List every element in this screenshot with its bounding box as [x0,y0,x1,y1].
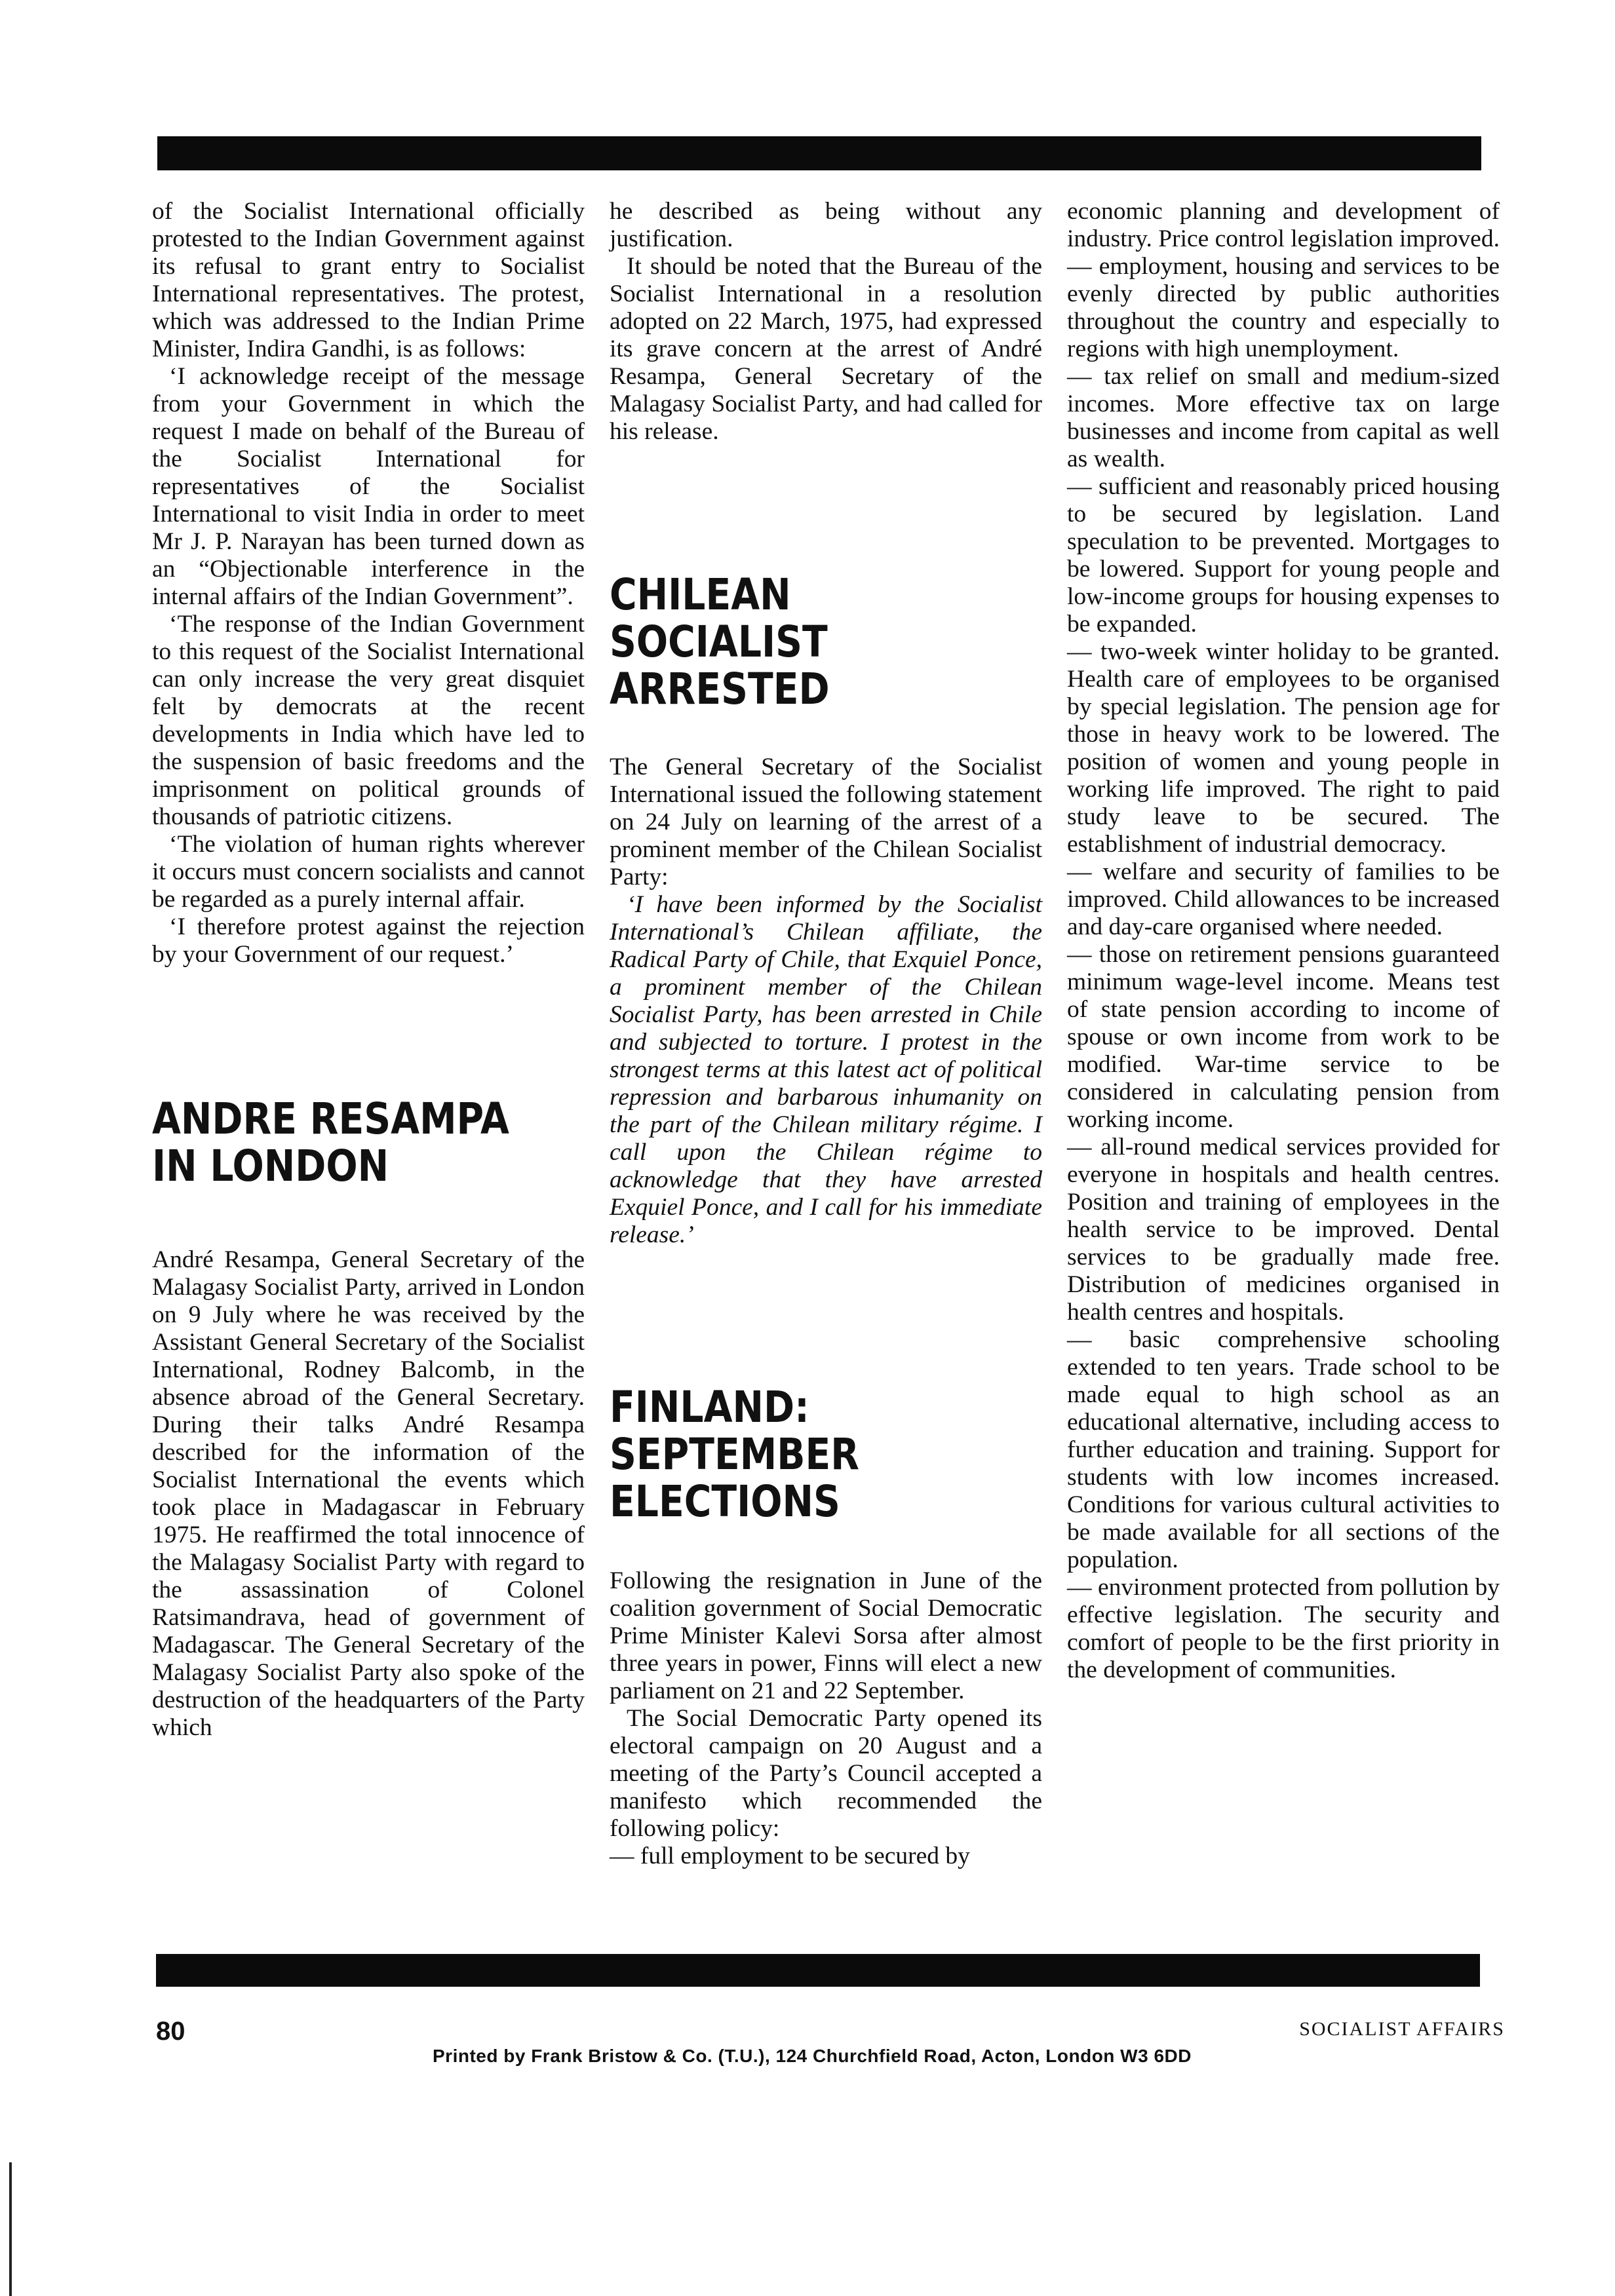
printer-imprint: Printed by Frank Bristow & Co. (T.U.), 124 Churchfield Road, Acton, London W3 6DD [433,2046,1192,2066]
paragraph: he described as being without any justification. [610,198,1042,252]
heading-line: SOCIALIST [610,617,828,667]
heading-line: CHILEAN [610,569,791,620]
heading-andre-resampa [152,1096,585,1190]
paragraph: André Resampa, General Secretary of the Malagasy Socialist Party, arrived in London on 9 July where he was received by the Assistant General Secretary of the Socialist International, Rodney Balcomb, in the absence abroad of the General Secretary. During their talks André Resampa described for the information of the Socialist International the events which took place in Madagascar in February 1975. He reaffirmed the total innocence of the Malagasy Socialist Party with regard to the assassination of Colonel Ratsimandrava, head of government of Madagascar. The General Secretary of the Malagasy Socialist Party also spoke of the destruction of the headquarters of the Party which [152,1246,585,1741]
heading-line: IN LONDON [152,1141,389,1191]
paragraph: ‘The violation of human rights wherever it occurs must concern socialists and cannot be regarded as a purely internal affair. [152,831,585,913]
heading-line: ARRESTED [610,664,830,714]
list-item: — environment protected from pollution by effective legislation. The security and comfort of people to be the first priority in the development of communities. [1067,1574,1500,1683]
heading-line: ANDRE RESAMPA [152,1094,509,1144]
paragraph: ‘The response of the Indian Government to this request of the Socialist International can only increase the very great disquiet felt by democrats at the recent developments in India which have led to the suspension of basic freedoms and the imprisonment on political grounds of thousands of patriotic citizens. [152,611,585,830]
bottom-rule [156,1954,1480,1987]
top-rule [157,136,1481,170]
column-2 [610,198,1042,1870]
list-item: — tax relief on small and medium-sized incomes. More effective tax on large businesses and income from capital as well as wealth. [1067,363,1500,472]
list-item: — sufficient and reasonably priced housing to be secured by legislation. Land speculation to be prevented. Mortgages to be lowered. Support for young people and low-income groups for housing expenses to be expanded. [1067,473,1500,638]
paragraph: ‘I therefore protest against the rejection by your Government of our request.’ [152,913,585,968]
list-item: — basic comprehensive schooling extended to ten years. Trade school to be made equal to high school as an educational alternative, including access to further education and training. Support for students with low incomes increased. Conditions for various cultural activities to be made available for all sections of the population. [1067,1326,1500,1573]
heading-line: FINLAND: [610,1382,809,1432]
heading-line: SEPTEMBER [610,1429,859,1480]
list-item: — all-round medical services provided for everyone in hospitals and health centres. Position and training of employees in the health service to be improved. Dental services to be gradually made free. Distribution of medicines organised in health centres and hospitals. [1067,1134,1500,1326]
magazine-title: SOCIALIST AFFAIRS [1299,2018,1505,2040]
scan-margin-mark [9,2162,12,2296]
column-1 [152,198,585,1742]
paragraph: The General Secretary of the Socialist International issued the following statement on 24 July on learning of the arrest of a prominent member of the Chilean Socialist Party: [610,754,1042,890]
list-item: — employment, housing and services to be evenly directed by public authorities throughout the country and especially to regions with high unemployment. [1067,253,1500,362]
list-item: — those on retirement pensions guaranteed minimum wage-level income. Means test of state pension according to income of spouse or own income from work to be modified. War-time service to be considered in calculating pension from working income. [1067,941,1500,1133]
list-item: — two-week winter holiday to be granted. Health care of employees to be organised by special legislation. The pension age for those in heavy work to be lowered. The position of women and young people in working life improved. The right to paid study leave to be secured. The establishment of industrial democracy. [1067,638,1500,858]
column-3 [1067,198,1500,1684]
heading-line: ELECTIONS [610,1476,840,1527]
paragraph: Following the resignation in June of the coalition government of Social Democratic Prime Minister Kalevi Sorsa after almost three years in power, Finns will elect a new parliament on 21 and 22 September. [610,1567,1042,1704]
paragraph: of the Socialist International officially protested to the Indian Government against its refusal to grant entry to Socialist International representatives. The protest, which was addressed to the Indian Prime Minister, Indira Gandhi, is as follows: [152,198,585,362]
heading-chilean-socialist [610,571,1042,713]
paragraph: ‘I acknowledge receipt of the message from your Government in which the request I made on behalf of the Bureau of the Socialist International for representatives of the Socialist International to visit India in order to meet Mr J. P. Narayan has been turned down as an “Objectionable interference in the internal affairs of the Indian Government”. [152,363,585,610]
page-number: 80 [156,2017,185,2046]
heading-finland-elections [610,1384,1042,1525]
paragraph: The Social Democratic Party opened its electoral campaign on 20 August and a meeting of the Party’s Council accepted a manifesto which recommended the following policy: [610,1705,1042,1842]
list-item: — welfare and security of families to be improved. Child allowances to be increased and day-care organised where needed. [1067,858,1500,940]
paragraph: — full employment to be secured by [610,1843,970,1869]
paragraph: economic planning and development of industry. Price control legislation improved. [1067,198,1500,252]
paragraph: It should be noted that the Bureau of the Socialist International in a resolution adopted on 22 March, 1975, had expressed its grave concern at the arrest of André Resampa, General Secretary of the Malagasy Socialist Party, and had called for his release. [610,253,1042,445]
quote-paragraph: ‘I have been informed by the Socialist International’s Chilean affiliate, the Radical Party of Chile, that Exquiel Ponce, a prominent member of the Chilean Socialist Party, has been arrested in Chile and subjected to torture. I protest in the strongest terms at this latest act of political repression and barbarous inhumanity on the part of the Chilean military régime. I call upon the Chilean régime to acknowledge that they have arrested Exquiel Ponce, and I call for his immediate release.’ [610,891,1042,1248]
